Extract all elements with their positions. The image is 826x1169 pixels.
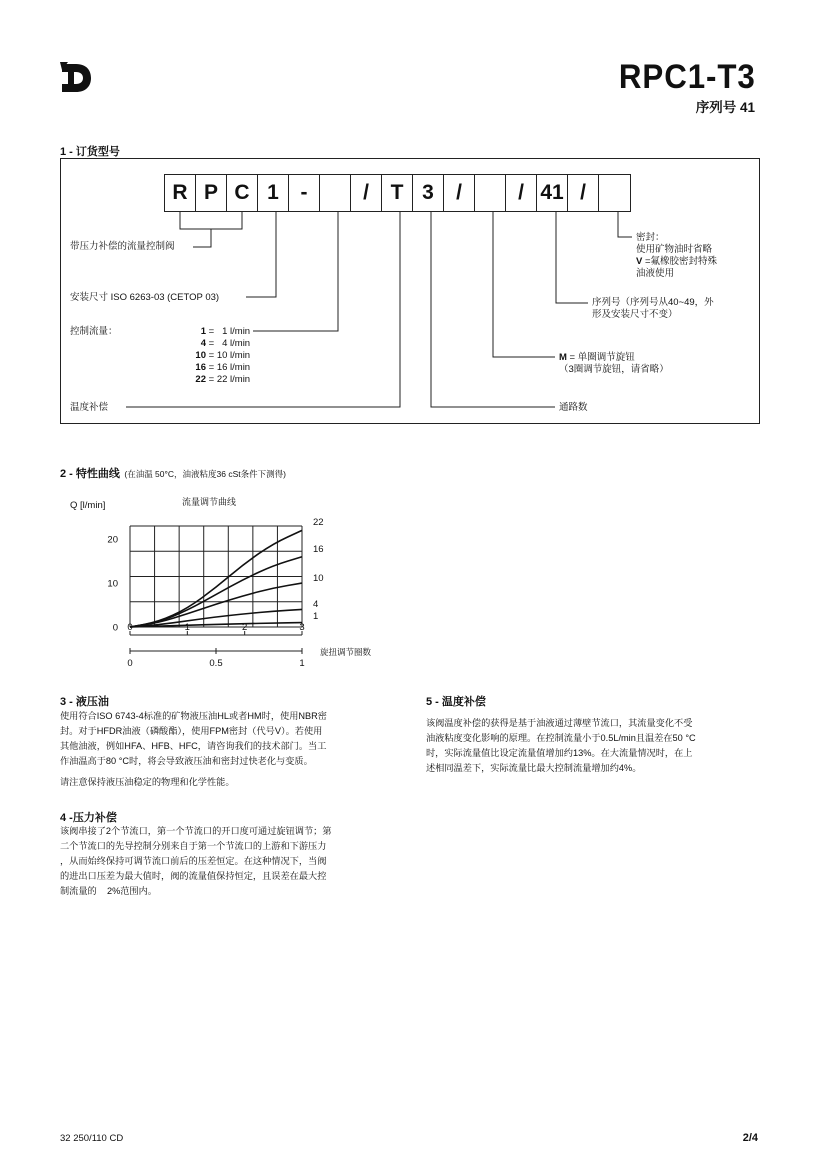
y-tick-label: 10 [107,578,118,590]
y-tick-label: 0 [112,622,118,634]
section-4-text: 该阀串接了2个节流口，第一个节流口的开口度可通过旋钮调节；第 二个节流口的先导控制分别来自于第一个节流口的上游和下游压力 ，从而始终保持可调节流口前后的压差恒定。在这种情况下，当阀 的进出口压差为最大值时，阀的流量值保持恒定，且误差在最大控 制流量的 2%范围内。 [60,826,332,896]
flow-option: 1 = 1 l/min [200,326,251,337]
flow-option: 22 = 22 l/min [195,374,251,385]
section-4-heading: 4 -压力补偿 [60,812,117,824]
series-label: 10 [313,573,324,584]
x-tick-label: 0 [127,622,133,633]
code-cell: 1 [258,175,289,211]
section-3-heading: 3 - 液压油 [60,696,109,708]
label-flow: 控制流量： [70,326,118,337]
code-cell: / [444,175,475,211]
x-tick-label: 2 [242,622,248,633]
code-cell: / [506,175,537,211]
label-valve-type: 带压力补偿的流量控制阀 [70,241,175,252]
y-tick-label: 20 [107,534,118,546]
ports-label: 通路数 [559,402,588,413]
flow-curve-chart [60,490,400,670]
section-5-text: 该阀温度补偿的获得是基于油液通过薄壁节流口，其流量变化不受 油液粘度变化影响的原理。在控制流量小于0.5L/min且温差在50 °C 时，实际流量值比设定流量值增加约13%。在大流量情况时，在上 述相同温差下，实际流量比最大控制流量增加约4%。 [426,718,696,773]
flow-option: 10 = 10 l/min [195,350,251,361]
ordering-leader-lines [0,0,826,430]
code-cell: - [289,175,320,211]
x-tick-label: 1 [184,622,190,633]
series-label: 16 [313,544,324,555]
serial-option: 序列号（序列号从40~49，外 形及安装尺寸不变） [592,297,714,320]
series-label: 4 [313,599,319,610]
series-line [130,530,302,627]
code-cell: P [196,175,227,211]
y-axis-label: Q [l/min] [70,500,106,511]
knob-option: M = 单圈调节旋钮 （3圈调节旋钮，请省略） [559,352,669,375]
code-cell: 3 [413,175,444,211]
seal-option: 密封： 使用矿物油时省略 V =氟橡胶密封特殊 油液使用 [636,232,718,279]
section-3-text: 使用符合ISO 6743-4标准的矿物液压油HL或者HM时，使用NBR密 封。对于HFDR油液（磷酸酯），使用FPM密封（代号V）。若使用 其他油液，例如HFA、HFB、HFC，请咨询我们的技术部门。当工 作油温高于80 °C时，将会导致液压油和密封过快老化与变质。 请注意保持液压油稳定的物理和化学性能。 [60,711,327,787]
code-cell: 41 [537,175,568,211]
series-label: 22 [313,517,324,528]
flow-option: 16 = 16 l/min [195,362,251,373]
x-tick-label: 3 [299,622,305,633]
flow-options [160,326,270,386]
product-title: RPC1-T3 [619,58,756,96]
section-1-heading: 1 - 订货型号 [60,146,120,158]
label-temp-comp: 温度补偿 [70,402,109,413]
x2-tick-label: 0.5 [209,658,223,669]
label-mount-size: 安装尺寸 ISO 6263-03 (CETOP 03) [70,292,220,303]
chart-title: 流量调节曲线 [182,497,237,507]
code-cell: / [568,175,599,211]
x2-tick-label: 0 [127,658,133,669]
code-cell: C [227,175,258,211]
x2-tick-label: 1 [299,658,305,669]
code-cell: / [351,175,382,211]
section-2-heading: 2 - 特性曲线 (在油温 50°C，油液粘度36 cSt条件下测得) [60,468,286,480]
flow-option: 4 = 4 l/min [200,338,251,349]
doc-number: 32 250/110 CD [60,1133,124,1144]
code-cell: R [165,175,196,211]
series-line [130,583,302,627]
series-label: 1 [313,611,319,622]
page-number: 2/4 [742,1132,758,1144]
section-5-heading: 5 - 温度补偿 [426,696,486,708]
code-cell: T [382,175,413,211]
series-subtitle: 序列号 41 [695,100,755,115]
x-axis-label: 旋扭调节圈数 [320,647,372,657]
